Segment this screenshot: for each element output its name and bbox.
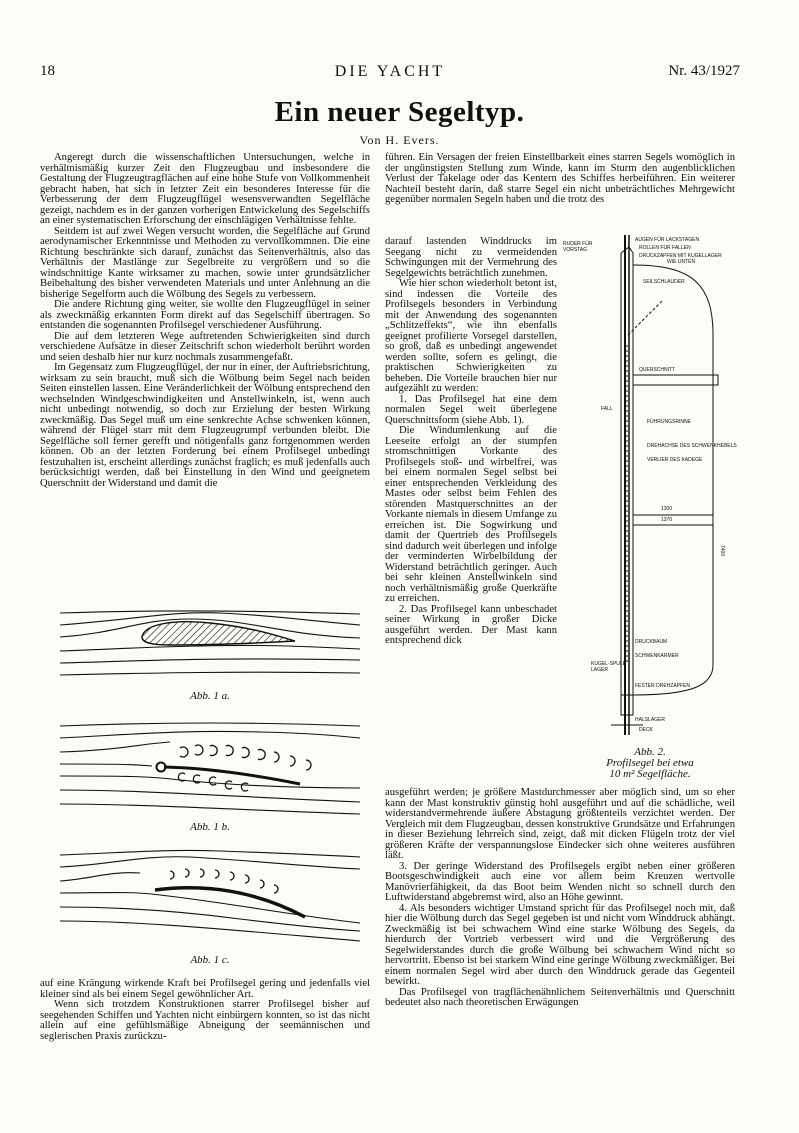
figure-2-caption-line1: Profilsegel bei etwa — [606, 757, 694, 769]
paragraph: Angeregt durch die wissenschaftlichen Untersuchungen, welche in verhältnismäßig kurzer Zeit den Flugzeugbau und insbesondere die Gestaltung der Flugzeugtragflächen auf eine hohe Stufe von Vollkommenheit gebracht haben, hat sich in letzter Zeit ein besonderes Interesse für die Verbesserung der dem Flugzeugflügel wesensverwandten Segelfläche gezeigt, nachdem es in der ganzen vorherigen Entwickelung des Segelschiffs an einer systematischen Erforschung der einschlägigen Verhältnisse fehlte. — [40, 152, 370, 226]
paragraph: Das Profilsegel von tragflächenähnlichem Seitenverhältnis und Querschnitt bedeutet also nach theoretischen Erwägungen — [385, 986, 735, 1008]
label-verlier: VERLIER DES KADEGE — [647, 457, 703, 463]
text-column-left — [40, 153, 370, 489]
label-druckzapfen: DRUCKZAPFEN MIT KUGELLAGER — [639, 253, 722, 259]
label-querschnitt: QUERSCHNITT — [639, 367, 676, 373]
label-halslager: HALSLAGER — [635, 717, 666, 723]
figure-2-profile-sail-drawing — [563, 225, 738, 745]
paragraph: 4. Als besonders wichtiger Umstand spricht für das Profilsegel noch mit, daß hier die Wölbung durch das Segel gegeben ist und nicht vom Winddruck abhängt. Zweckmäßig ist bei schwachem Wind eine starke Wölbung des Segels, da hierdurch der Vortrieb verbessert wird und die Vergrößerung des Segelwiderstandes durch die große Wölbung bei schwachem Wind nicht so hervortritt. Ebenso ist bei starkem Wind eine geringe Wölbung zweckmäßiger. Bei einem normalen Segel wird aber durch den Winddruck gerade das Gegenteil bewirkt. — [385, 902, 735, 987]
text-column-right-narrow — [385, 237, 557, 647]
label-fall: FALL — [601, 406, 613, 412]
paragraph: darauf lastenden Winddrucks im Seegang nicht zu vermeidenden Schwingungen mit der Vermehrung des Segelgewichts beträchtlich zunehmen. — [385, 236, 557, 279]
journal-title: DIE YACHT — [334, 63, 446, 80]
figure-1b-plate-flow — [60, 718, 360, 818]
figure-2-caption-line2: 10 m² Segelfläche. — [609, 768, 691, 780]
figure-1c-caption: Abb. 1 c. — [190, 954, 230, 966]
label-fester-drehzapfen: FESTER DREHZAPFEN — [635, 683, 691, 689]
label-deck: DECK — [639, 727, 653, 733]
figure-1a-airfoil-flow — [60, 605, 360, 690]
label-1300: 1300 — [661, 506, 673, 512]
paragraph: Im Gegensatz zum Flugzeugflügel, der nur in einer, der Auftriebsrichtung, wirksam zu sein braucht, muß sich die Wölbung beim Segel nach beiden Seiten einstellen lassen. Eine Veränderlichkeit der Wölbung entsprechend den wechselnden Windgeschwindigkeiten und Anstellwinkeln, ist, wenn auch nicht unbedingt notwendig, so doch zur Erzielung der besten Wirkung zweckmäßig. Das Segel muß um eine senkrechte Achse schwenken können, während der Flügel starr mit dem Flugzeugrumpf verbunden bleibt. Die Segelfläche soll ferner gerefft und nötigenfalls ganz fortgenommen werden können. Ob an der letzten Forderung bei einem Profilsegel unbedingt festzuhalten ist, erscheint allerdings zunächst fraglich; es muß jedenfalls auch berücksichtigt werden, daß bei Einstellung in den Wind und geeignetem Querschnitt der Widerstand und damit die — [40, 362, 370, 489]
figure-2-caption-title: Abb. 2. — [634, 746, 666, 758]
label-7400: 7400 — [719, 545, 725, 557]
paragraph: ausgeführt werden; je größere Mastdurchmesser aber möglich sind, um so eher kann der Mast konstruktiv günstig hohl ausgeführt und auf die schädliche, weil widerstandvermehrende äußere Abstagung größtenteils verzichtet werden. Der Vergleich mit dem Flugzeugbau, dessen konstruktive Grundsätze und Erfahrungen in dieser Beziehung lehrreich sind, zeigt, daß mit dicken Flügeln trotz der viel größeren Kräfte der verspannungslose Eindecker sich ohne weiteres ausführen läßt. — [385, 787, 735, 861]
article-title: Ein neuer Segeltyp. — [274, 96, 525, 128]
text-column-right-top — [385, 153, 735, 206]
figure-2-caption — [585, 747, 715, 780]
label-rollen: ROLLEN FÜR FALLEN — [639, 245, 691, 251]
issue-number: Nr. 43/1927 — [668, 63, 740, 79]
label-druckbaum: DRUCKBAUM — [635, 639, 668, 645]
paragraph: auf eine Krängung wirkende Kraft bei Profilsegel gering und jedenfalls viel kleiner sind als bei einem Segel gewöhnlicher Art. — [40, 978, 370, 1000]
label-1370: 1370 — [661, 517, 673, 523]
label-drehachse: DREHACHSE DES SCHWENKHEBELS — [647, 443, 737, 449]
text-column-left-bottom — [40, 979, 370, 1042]
paragraph: Seitdem ist auf zwei Wegen versucht worden, die Segelfläche auf Grund aerodynamischer Erkenntnisse und Methoden zu vervollkommnen. Die eine Richtung beschränkte sich darauf, zunächst das Seitenverhältnis, also das Verhältnis der Mastlänge zur Segelbreite zu vergrößern und so die windschnittige Kante wirksamer zu machen, sowie unter grundsätzlicher Beibehaltung des bisher verwendeten Materials und unter Anlehnung an die bisherige Segelform auch die Wölbung des Segels zu verbessern. — [40, 225, 370, 300]
label-kugelspule: KUGEL-SPULE — [591, 661, 627, 667]
page-header — [40, 63, 740, 85]
figure-1a-caption: Abb. 1 a. — [190, 690, 230, 702]
paragraph: Die andere Richtung ging weiter, sie wollte den Flugzeugflügel in seiner als zweckmäßig erkannten Form direkt auf das Segelschiff übertragen. So entstanden die sogenannten Profilsegel verschiedener Ausführung. — [40, 299, 370, 331]
label-ruder: RUDER FÜR — [563, 241, 593, 247]
text-column-right-bottom — [385, 788, 735, 1009]
label-fuehrungsrinne: FÜHRUNGSRINNE — [647, 419, 691, 425]
paragraph: Die auf dem letzteren Wege auftretenden Schwierigkeiten sind durch verschiedene Aufsätze in dieser Zeitschrift schon wiederholt berührt worden und seien deshalb hier nur kurz nochmals zusammengefaßt. — [40, 330, 370, 363]
label-vorstag: VORSTAG — [563, 247, 588, 253]
article-byline: Von H. Evers. — [359, 133, 440, 147]
label-lager: LAGER — [591, 667, 608, 673]
label-seilschlauder: SEILSCHLAUDER — [643, 279, 685, 285]
paragraph: 1. Das Profilsegel hat eine dem normalen Segel weit überlegene Querschnittsform (siehe Abb. 1). — [385, 393, 557, 426]
paragraph: 2. Das Profilsegel kann unbeschadet seiner Wirkung in großer Dicke ausgeführt werden. Der Mast kann entsprechend dick — [385, 603, 557, 646]
paragraph: führen. Ein Versagen der freien Einstellbarkeit eines starren Segels womöglich in der ungünstigsten Stellung zum Winde, kann im Sturm den augenblicklichen Verlust der Takelage oder das Kentern des Schiffes herbeiführen. Ein weiterer Nachteil besteht darin, daß starre Segel ein nicht unbeträchtliches Mehrgewicht gegenüber normalen Segeln haben und die trotz des — [385, 152, 735, 205]
page-number: 18 — [40, 63, 55, 79]
paragraph: 3. Der geringe Widerstand des Profilsegels ergibt neben einer größeren Bootsgeschwindigkeit auch eine vor allem beim Kreuzen wertvolle Manövrierfähigkeit, da das Boot beim Wenden nicht so schnell durch den Luftwiderstand abgebremst wird, also an Höhe gewinnt. — [385, 860, 735, 903]
label-augen: AUGEN FÜR LACKSTAGEN — [635, 237, 700, 243]
airfoil-shape — [142, 622, 295, 645]
paragraph: Die Windumlenkung auf die Leeseite erfolgt an der stumpfen stromschnittigen Vorkante des Profilsegels stoß- und wirbelfrei, was bei einem normalen Segel selbst bei einer entsprechenden Verkleidung des Mastes oder selbst beim Fehlen des störenden Mastquerschnittes an der Vorkante niemals in diesem Umfange zu erreichen ist. Die Sogwirkung und damit der Quertrieb des Profilsegels sind dadurch weit überlegen und infolge der verminderten Wirbelbildung der Widerstand beträchtlich geringer. Auch bei sehr kleinen Anstellwinkeln sind noch verhältnismäßig große Querkräfte zu erreichen. — [385, 425, 557, 604]
label-schwenkarmer: SCHWENKARMER — [635, 653, 679, 659]
figure-1b-caption: Abb. 1 b. — [190, 821, 230, 833]
paragraph: Wie hier schon wiederholt betont ist, sind indessen die Vorteile des Profilsegels besonders in Verbindung mit der Anwendung des sogenannten „Schlitzeffekts“, wie ihn ebenfalls geeignet profilierte Vorsegel darstellen, so groß, daß es unbedingt angewendet werden sollte, sofern es gelingt, die praktischen Schwierigkeiten zu beheben. Die Vorteile brauchen hier nur aufgezählt zu werden: — [385, 278, 557, 394]
figure-1c-curved-plate-flow — [60, 845, 360, 945]
paragraph: Wenn sich trotzdem Konstruktionen starrer Profilsegel bisher auf seegehenden Schiffen und Yachten nicht einbürgern konnten, so ist das nicht allein auf eine gefühlsmäßige Abneigung der seemännischen und seglerischen Praxis zurückzu- — [40, 999, 370, 1042]
label-wie-unten: WIE UNTEN — [667, 259, 696, 265]
